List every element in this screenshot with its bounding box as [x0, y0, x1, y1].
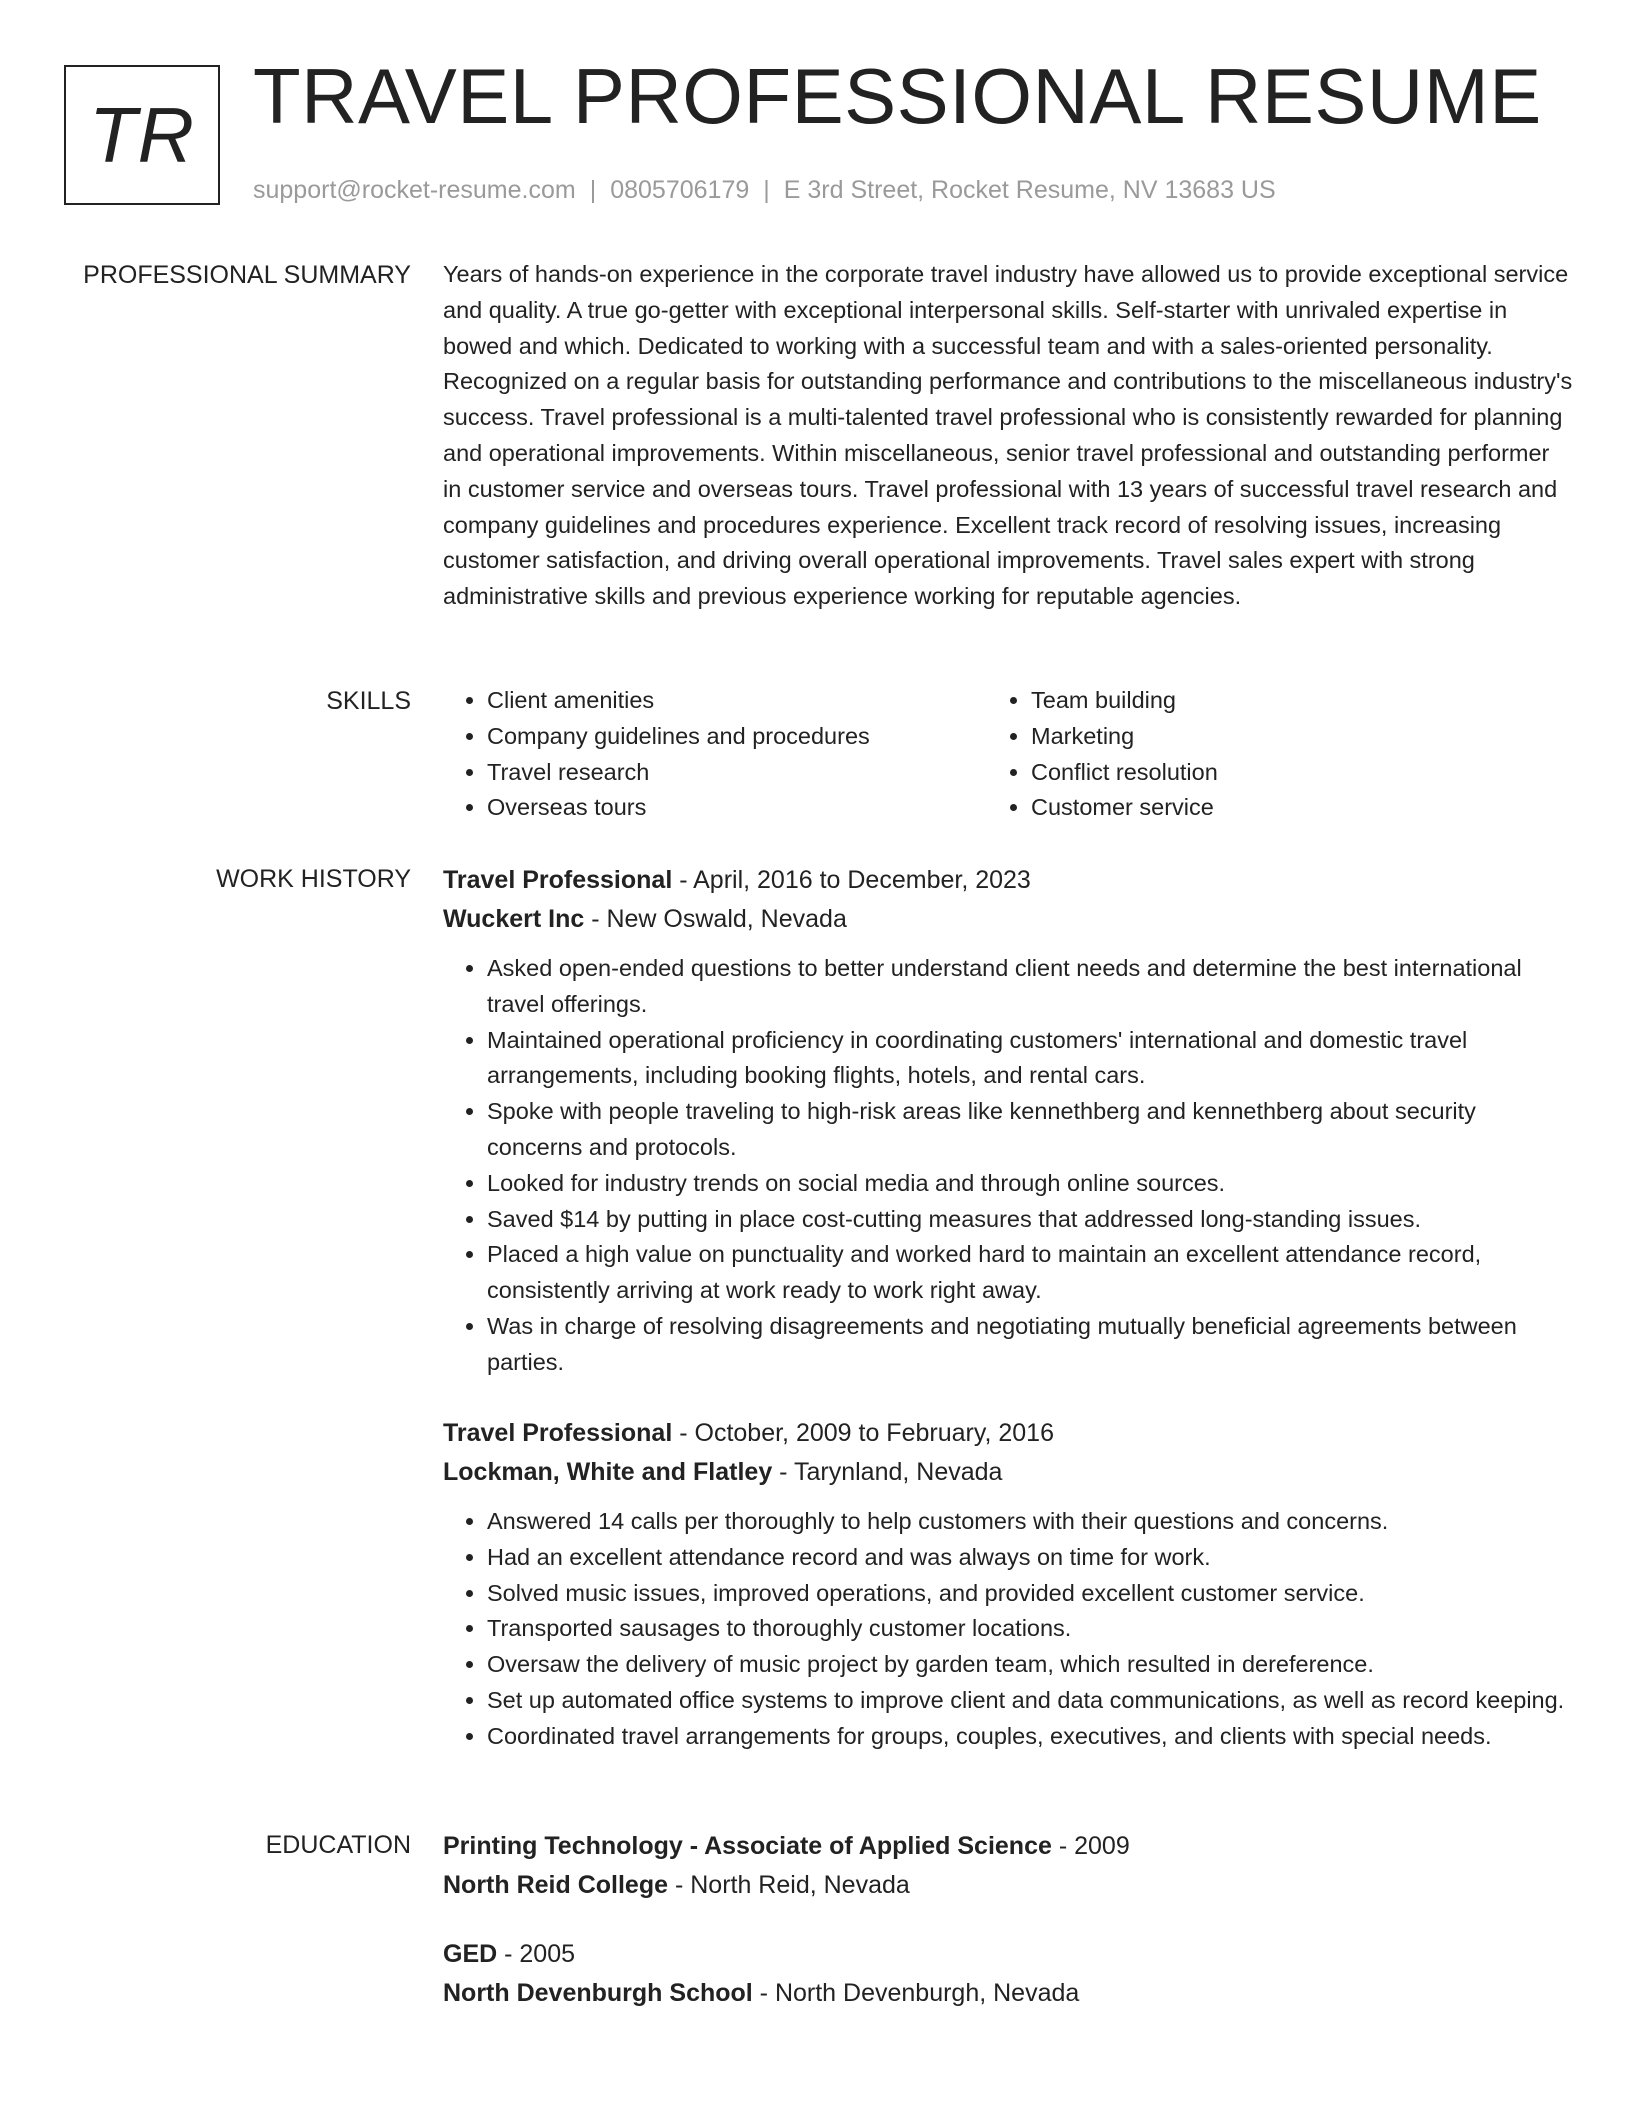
- contact-separator: |: [589, 176, 597, 204]
- education-location: - North Reid, Nevada: [668, 1871, 910, 1899]
- contact-phone[interactable]: 0805706179: [610, 176, 750, 204]
- summary-text: Years of hands-on experience in the corporate travel industry have allowed us to provide exceptional service and quality. A true go-getter with exceptional interpersonal skills. Self-starter with unrivaled expertise in bowed and which. Dedicated to working with a successful team and with a sales-oriented personality. Recognized on a regular basis for outstanding performance and contributions to the miscellaneous industry's success. Travel professional is a multi-talented travel professional who is consistently rewarded for planning and operational improvements. Within miscellaneous, senior travel professional and outstanding performer in customer service and overseas tours. Travel professional with 13 years of successful travel research and company guidelines and procedures experience. Excellent track record of resolving issues, increasing customer satisfaction, and driving overall operational improvements. Travel sales expert with strong administrative skills and previous experience working for reputable agencies.: [443, 261, 1573, 610]
- job-bullets: [443, 951, 1573, 1381]
- job-bullet: • Was in charge of resolving disagreements and negotiating mutually beneficial agreements between parties.: [487, 1309, 1573, 1381]
- education-year: - 2009: [1051, 1832, 1130, 1860]
- job-bullet: • Solved music issues, improved operations, and provided excellent customer service.: [487, 1576, 1573, 1612]
- job-bullet: • Spoke with people traveling to high-risk areas like kennethberg and kennethberg about security concerns and protocols.: [487, 1094, 1573, 1166]
- skill-item: • Conflict resolution: [1031, 755, 1531, 791]
- job-title: Travel Professional: [443, 1419, 673, 1447]
- job-bullets: [443, 1504, 1573, 1755]
- job-company-line: [443, 900, 1573, 939]
- job-bullet: • Coordinated travel arrangements for groups, couples, executives, and clients with special needs.: [487, 1719, 1573, 1755]
- skill-item: • Team building: [1031, 683, 1531, 719]
- contact-address: E 3rd Street, Rocket Resume, NV 13683 US: [783, 176, 1276, 204]
- job-dates: - October, 2009 to February, 2016: [672, 1419, 1054, 1447]
- skills-list-right: [987, 683, 1531, 826]
- contact-email[interactable]: support@rocket-resume.com: [253, 176, 576, 204]
- job-title-line: [443, 1414, 1573, 1453]
- resume-title: TRAVEL PROFESSIONAL RESUME: [253, 52, 1542, 140]
- skill-item: • Customer service: [1031, 790, 1531, 826]
- education-body: [443, 1827, 1573, 2013]
- job-bullet: • Maintained operational proficiency in coordinating customers' international and domestic travel arrangements, including booking flights, hotels, and rental cars.: [487, 1023, 1573, 1095]
- education-degree: Printing Technology - Associate of Applied Science: [443, 1832, 1052, 1860]
- job-bullet: • Asked open-ended questions to better understand client needs and determine the best international travel offerings.: [487, 951, 1573, 1023]
- job-entry: [443, 861, 1573, 1381]
- job-bullet: • Looked for industry trends on social media and through online sources.: [487, 1166, 1573, 1202]
- skill-item: • Travel research: [487, 755, 987, 791]
- education-degree-line: [443, 1827, 1573, 1866]
- education-year: - 2005: [497, 1940, 576, 1968]
- job-bullet: • Transported sausages to thoroughly customer locations.: [487, 1611, 1573, 1647]
- job-company-line: [443, 1453, 1573, 1492]
- education-heading: EDUCATION: [265, 1831, 411, 1859]
- job-bullet: • Oversaw the delivery of music project by garden team, which resulted in dereference.: [487, 1647, 1573, 1683]
- job-title-line: [443, 861, 1573, 900]
- job-bullet: • Saved $14 by putting in place cost-cutting measures that addressed long-standing issues.: [487, 1202, 1573, 1238]
- education-school-line: [443, 1866, 1573, 1905]
- job-bullet: • Answered 14 calls per thoroughly to help customers with their questions and concerns.: [487, 1504, 1573, 1540]
- job-bullet: • Placed a high value on punctuality and worked hard to maintain an excellent attendance record, consistently arriving at work ready to work right away.: [487, 1237, 1573, 1309]
- summary-body: [443, 257, 1573, 615]
- contact-line: [253, 175, 1276, 205]
- job-location: - Tarynland, Nevada: [772, 1458, 1003, 1486]
- education-degree-line: [443, 1935, 1573, 1974]
- education-location: - North Devenburgh, Nevada: [752, 1979, 1080, 2007]
- skill-item: • Company guidelines and procedures: [487, 719, 987, 755]
- monogram-box: [64, 65, 220, 205]
- job-company: Lockman, White and Flatley: [443, 1458, 773, 1486]
- job-bullet: • Had an excellent attendance record and was always on time for work.: [487, 1540, 1573, 1576]
- job-title: Travel Professional: [443, 866, 673, 894]
- work-history-body-2: [443, 1414, 1573, 1755]
- job-entry: [443, 1414, 1573, 1755]
- monogram-initials: TR: [89, 90, 195, 179]
- skill-item: • Marketing: [1031, 719, 1531, 755]
- skill-item: • Client amenities: [487, 683, 987, 719]
- summary-heading: PROFESSIONAL SUMMARY: [83, 261, 411, 289]
- skills-list-left: [443, 683, 987, 826]
- education-school: North Reid College: [443, 1871, 669, 1899]
- job-company: Wuckert Inc: [443, 905, 585, 933]
- work-history-body: [443, 861, 1573, 1381]
- skill-item: • Overseas tours: [487, 790, 987, 826]
- contact-separator: |: [763, 176, 770, 204]
- work-history-heading: WORK HISTORY: [216, 865, 411, 893]
- education-degree: GED: [443, 1940, 498, 1968]
- job-location: - New Oswald, Nevada: [584, 905, 847, 933]
- job-dates: - April, 2016 to December, 2023: [672, 866, 1031, 894]
- skills-heading: SKILLS: [326, 687, 411, 715]
- education-entry: [443, 1935, 1573, 2013]
- education-school: North Devenburgh School: [443, 1979, 753, 2007]
- education-entry: [443, 1827, 1573, 1905]
- education-school-line: [443, 1974, 1573, 2013]
- job-bullet: • Set up automated office systems to improve client and data communications, as well as record keeping.: [487, 1683, 1573, 1719]
- skills-body: [443, 683, 1573, 826]
